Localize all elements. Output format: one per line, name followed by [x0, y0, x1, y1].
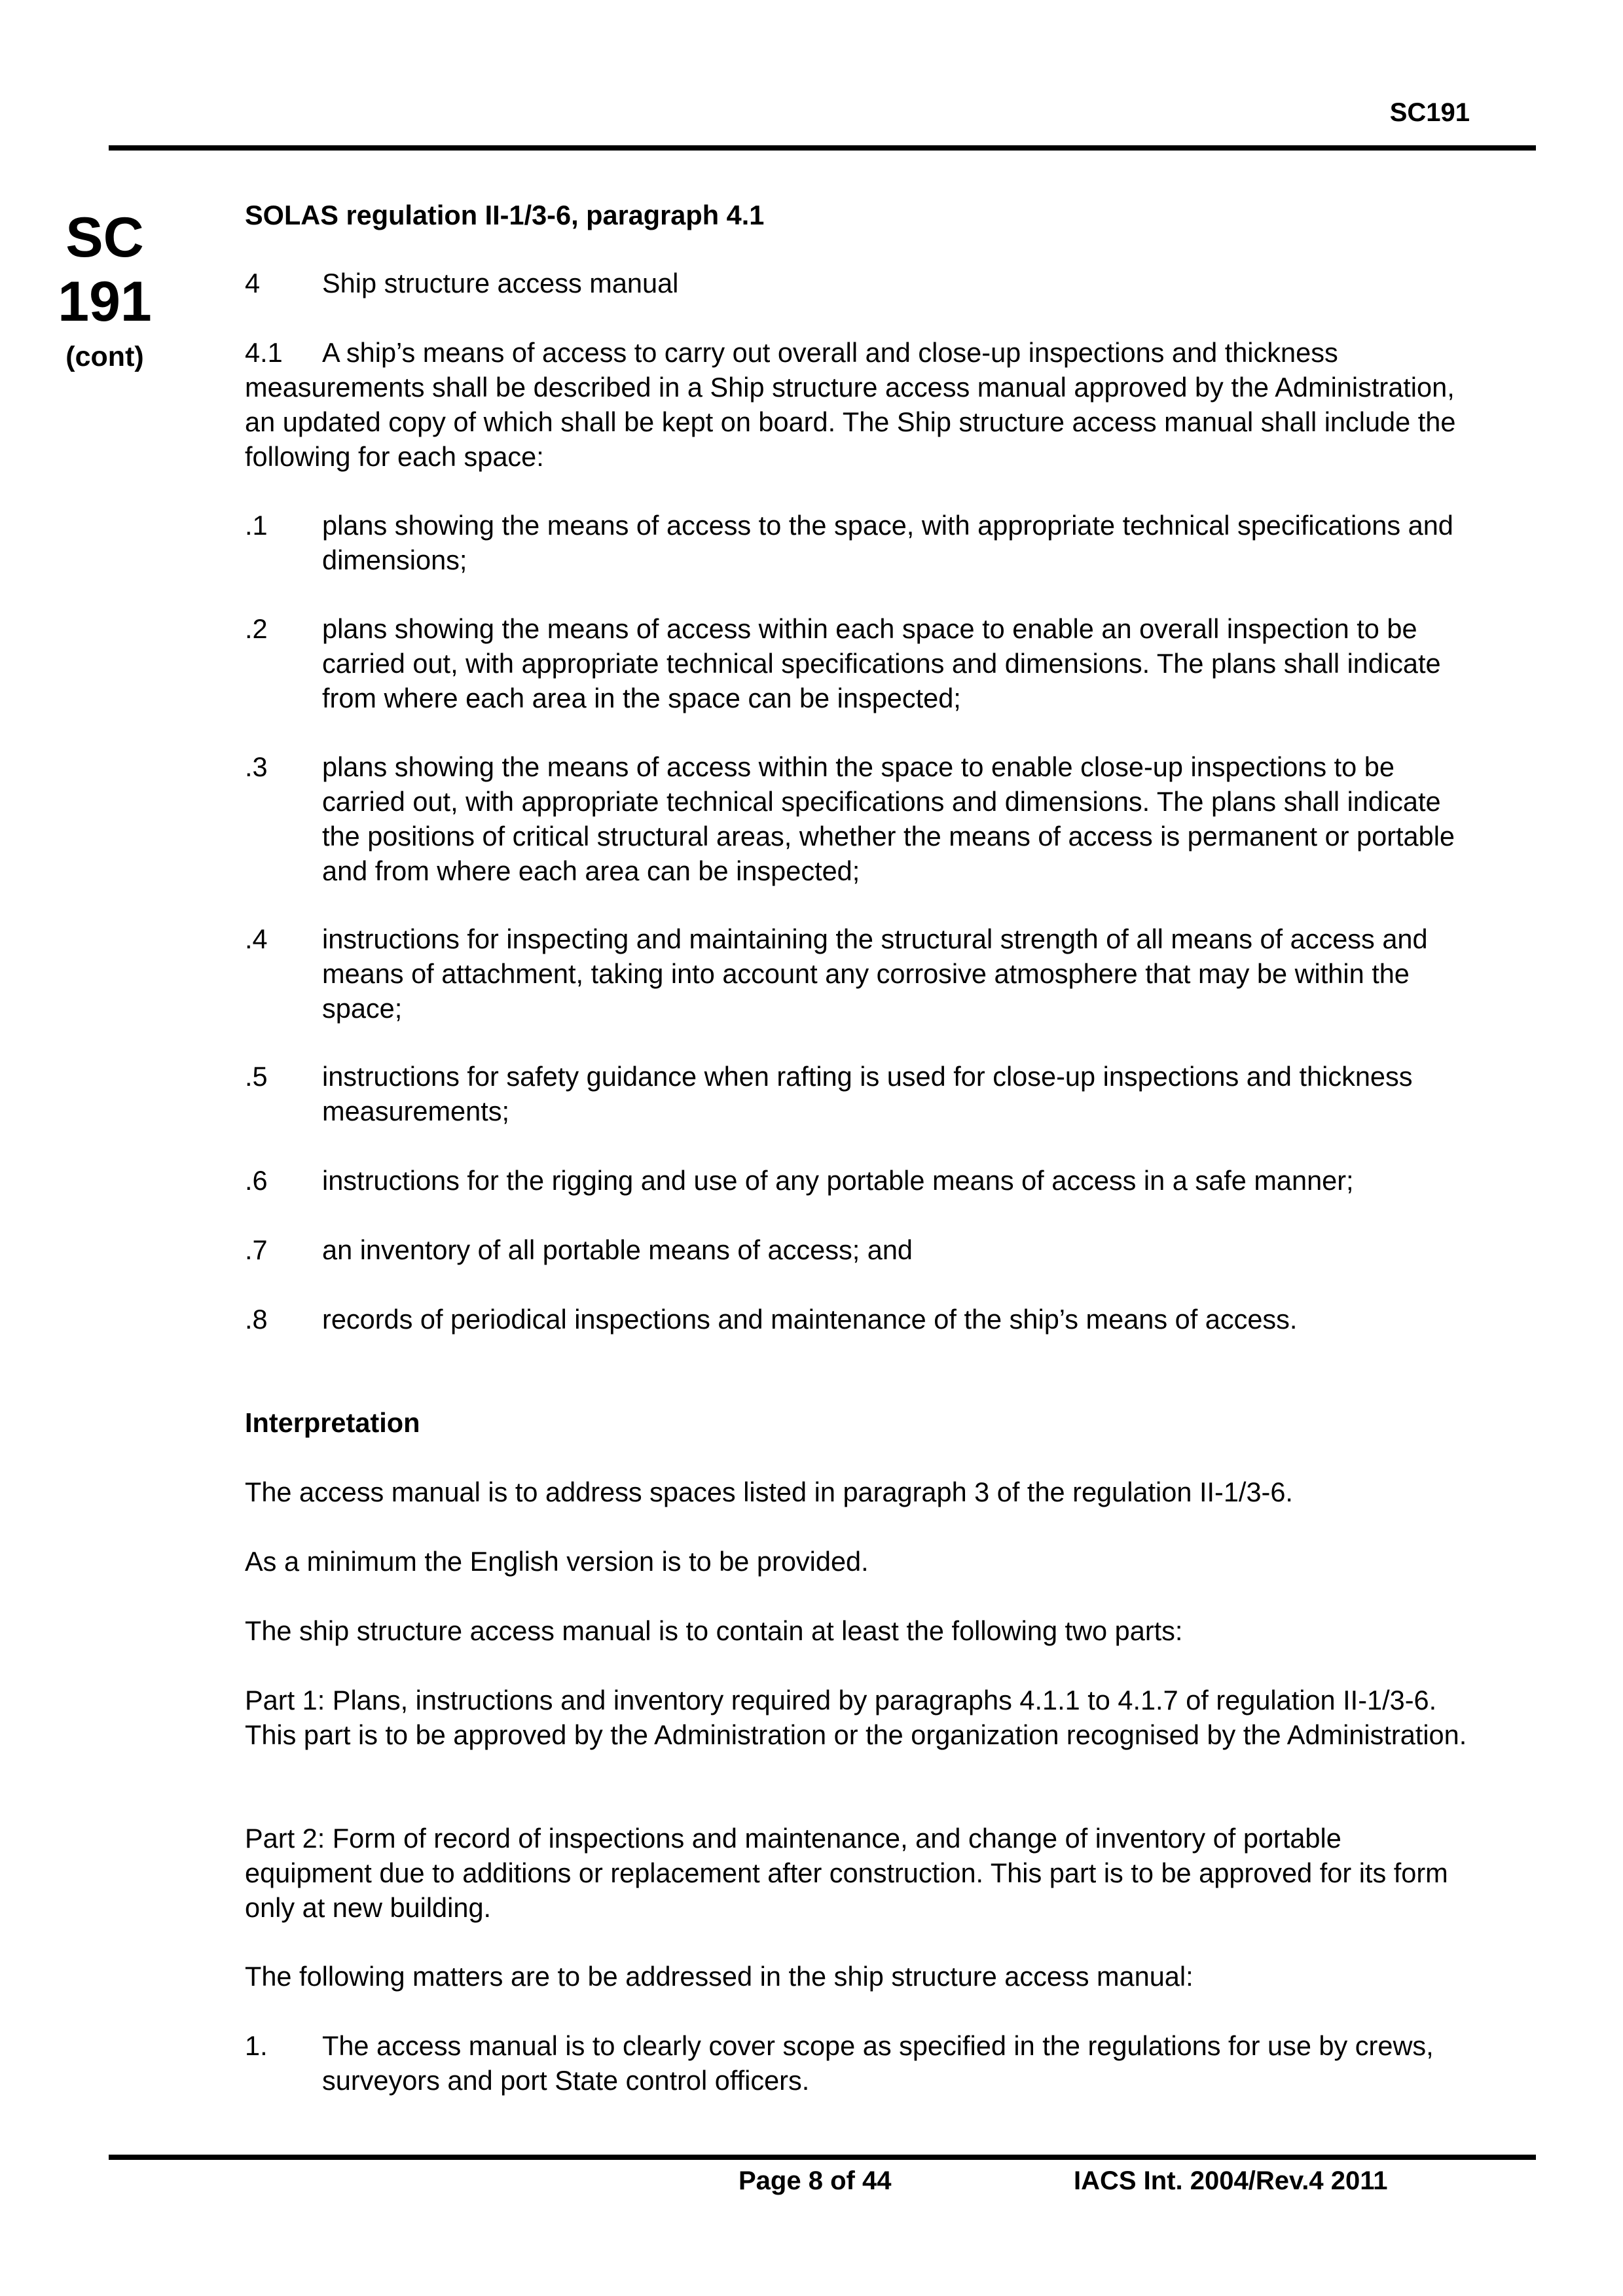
header-rule	[109, 145, 1536, 151]
list-item-number: .3	[245, 751, 268, 782]
document-reference: IACS Int. 2004/Rev.4 2011	[1074, 2166, 1388, 2195]
list-item-text: plans showing the means of access within the space to enable close-up inspections to be carried out, with appropriate technical specifications and dimensions. The plans shall indicate the positions of critical structural areas, whether the means of access is permanent or portable and from where each area can be inspected;	[322, 751, 1455, 886]
list-item-text: an inventory of all portable means of access; and	[322, 1234, 913, 1265]
side-label-number: 191	[58, 270, 152, 333]
list-item-number: .1	[245, 510, 268, 541]
interpretation-heading: Interpretation	[245, 1407, 420, 1438]
interpretation-paragraph: Part 1: Plans, instructions and inventory required by paragraphs 4.1.1 to 4.1.7 of regulation II-1/3-6. This part is to be approved by the Administration or the organization recognised by the Administration.	[245, 1685, 1467, 1750]
list-item-text: instructions for inspecting and maintaining the structural strength of all means of access and means of attachment, taking into account any corrosive atmosphere that may be within the space;	[322, 924, 1428, 1024]
subsection-number: 4	[245, 268, 261, 298]
list-item-number: .5	[245, 1061, 268, 1092]
paragraph-text: A ship’s means of access to carry out overall and close-up inspections and thickness measurements shall be described in a Ship structure access manual approved by the Administration, an updated copy of which shall be kept on board. The Ship structure access manual shall include the following for each space:	[245, 337, 1456, 472]
footer-rule	[109, 2155, 1536, 2160]
interpretation-paragraph: The ship structure access manual is to contain at least the following two parts:	[245, 1615, 1183, 1646]
list-item-number: .4	[245, 924, 268, 954]
list-item-number: .8	[245, 1304, 268, 1335]
list-item-text: The access manual is to clearly cover scope as specified in the regulations for use by crews, surveyors and port State control officers.	[322, 2030, 1434, 2096]
section-title: SOLAS regulation II-1/3-6, paragraph 4.1	[245, 200, 765, 230]
interpretation-paragraph: As a minimum the English version is to be provided.	[245, 1546, 869, 1577]
list-item-text: instructions for safety guidance when rafting is used for close-up inspections and thickness measurements;	[322, 1061, 1413, 1126]
list-item-number: 1.	[245, 2030, 268, 2061]
side-label-sc: SC	[65, 206, 144, 269]
side-label	[39, 206, 170, 374]
list-item-text: records of periodical inspections and maintenance of the ship’s means of access.	[322, 1304, 1298, 1335]
header-code: SC191	[1389, 98, 1470, 127]
paragraph-number: 4.1	[245, 337, 283, 368]
list-item-number: .7	[245, 1234, 268, 1265]
paragraph-4-1	[245, 335, 1476, 474]
page-number: Page 8 of 44	[739, 2166, 892, 2195]
interpretation-paragraph: The following matters are to be addressed in the ship structure access manual:	[245, 1961, 1194, 1992]
side-label-cont: (cont)	[65, 341, 144, 372]
list-item-text: instructions for the rigging and use of any portable means of access in a safe manner;	[322, 1165, 1354, 1196]
list-item-number: .2	[245, 613, 268, 644]
interpretation-paragraph: The access manual is to address spaces listed in paragraph 3 of the regulation II-1/3-6.	[245, 1477, 1293, 1507]
list-item-text: plans showing the means of access to the space, with appropriate technical specifications and dimensions;	[322, 510, 1453, 575]
interpretation-paragraph: Part 2: Form of record of inspections and maintenance, and change of inventory of portable equipment due to additions or replacement after construction. This part is to be approved for its form only at new building.	[245, 1823, 1448, 1923]
list-item-number: .6	[245, 1165, 268, 1196]
subsection-title: Ship structure access manual	[322, 268, 679, 298]
list-item-text: plans showing the means of access within each space to enable an overall inspection to be carried out, with appropriate technical specifications and dimensions. The plans shall indicate from where each area in the space can be inspected;	[322, 613, 1441, 713]
